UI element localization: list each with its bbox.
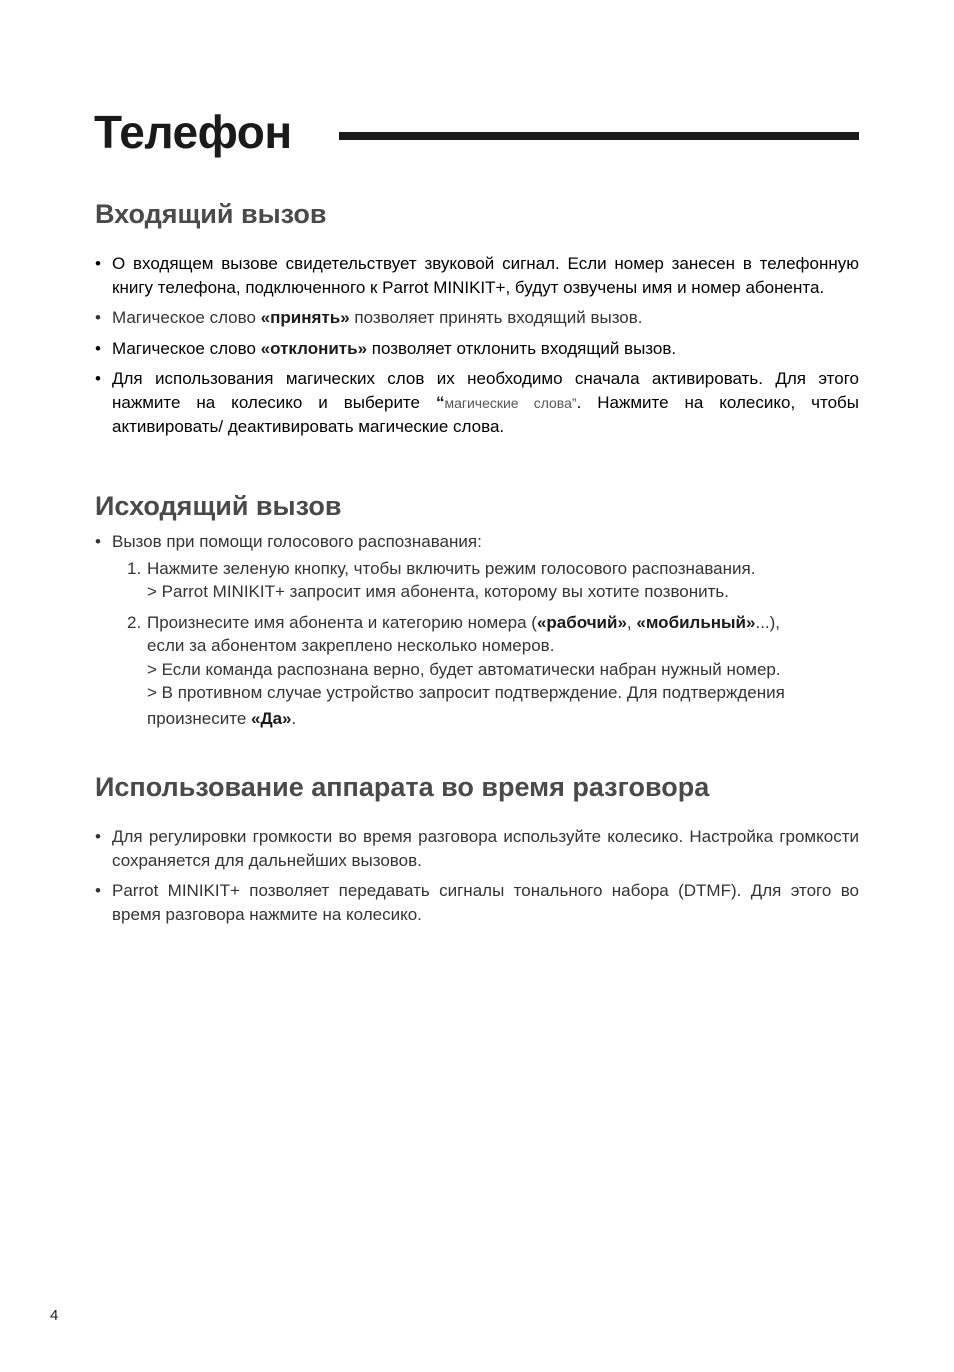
step-1-line-1: Нажмите зеленую кнопку, чтобы включить режим голосового распознавания. bbox=[147, 558, 756, 578]
step-2-line-1 bbox=[147, 611, 859, 635]
incoming-bullet-4 bbox=[95, 367, 859, 439]
step-number: 1. bbox=[127, 558, 142, 578]
heading-outgoing-call: Исходящий вызов bbox=[95, 491, 342, 521]
outgoing-bullet bbox=[95, 530, 859, 554]
incoming-bullet-1-text: О входящем вызове свидетельствует звуковой сигнал. Если номер занесен в телефонную книгу телефона, подключенного к Parrot MINIKIT+, будут озвучены имя и номер абонента. bbox=[112, 254, 859, 297]
heading-during-call: Использование аппарата во время разговора bbox=[95, 772, 710, 802]
step-1-line-2: > Parrot MINIKIT+ запросит имя абонента, которому вы хотите позвонить. bbox=[147, 582, 730, 601]
heading-incoming-call: Входящий вызов bbox=[95, 199, 327, 229]
title-rule bbox=[339, 132, 859, 140]
incoming-bullet-3-post: позволяет отклонить входящий вызов. bbox=[367, 338, 677, 358]
during-bullets bbox=[95, 825, 859, 933]
during-bullet-2 bbox=[95, 879, 859, 926]
step-2-line-5-pre: произнесите bbox=[147, 708, 252, 728]
incoming-bullet-2-post: позволяет принять входящий вызов. bbox=[349, 308, 643, 327]
page-number: 4 bbox=[50, 1307, 59, 1324]
step-2-line-5-post: . bbox=[291, 708, 297, 728]
incoming-bullet-1 bbox=[95, 252, 859, 299]
quote-close: ” bbox=[571, 394, 577, 411]
bullet-glyph: • bbox=[95, 254, 101, 273]
step-2-line-1-pre: Произнесите имя абонента и категорию номера ( bbox=[147, 612, 537, 632]
incoming-bullets bbox=[95, 252, 859, 446]
during-bullet-2-text: Parrot MINIKIT+ позволяет передавать сигналы тонального набора (DTMF). Для этого во время разговора нажмите на колесико. bbox=[112, 881, 859, 924]
menu-item-magic-words: магические слова bbox=[444, 394, 572, 411]
outgoing-bullet-text: Вызов при помощи голосового распознавания: bbox=[112, 532, 482, 551]
outgoing-step-1 bbox=[95, 557, 859, 604]
bullet-glyph: • bbox=[95, 369, 101, 388]
outgoing-block bbox=[95, 530, 859, 730]
during-bullet-1-text: Для регулировки громкости во время разговора используйте колесико. Настройка громкости сохраняется для дальнейших вызовов. bbox=[112, 827, 859, 870]
incoming-bullet-2-pre: Магическое слово bbox=[112, 308, 261, 327]
word-yes: «Да» bbox=[251, 708, 292, 728]
step-2-line-4: > В противном случае устройство запросит подтверждение. Для подтверждения bbox=[147, 683, 785, 702]
category-work: «рабочий» bbox=[536, 612, 627, 632]
category-mobile: «мобильный» bbox=[636, 612, 756, 632]
step-2-line-3: > Если команда распознана верно, будет автоматически набран нужный номер. bbox=[147, 659, 781, 679]
step-number: 2. bbox=[127, 612, 142, 632]
incoming-bullet-4-pre: Для использования магических слов их необходимо сначала активировать. Для этого нажмите на колесико и выберите bbox=[112, 369, 859, 412]
incoming-bullet-3 bbox=[95, 337, 859, 361]
quote-open: “ bbox=[435, 392, 445, 412]
step-2-line-5 bbox=[147, 707, 859, 731]
bullet-glyph: • bbox=[95, 338, 101, 358]
bullet-glyph: • bbox=[95, 308, 101, 327]
incoming-bullet-2 bbox=[95, 306, 859, 330]
step-2-line-1-post: ...), bbox=[755, 612, 781, 632]
step-2-line-2: если за абонентом закреплено несколько номеров. bbox=[147, 636, 555, 655]
bullet-glyph: • bbox=[95, 532, 101, 551]
magic-word-accept: «принять» bbox=[260, 308, 350, 327]
incoming-bullet-3-pre: Магическое слово bbox=[112, 338, 261, 358]
page-title: Телефон bbox=[94, 106, 292, 158]
bullet-glyph: • bbox=[95, 881, 101, 900]
magic-word-reject: «отклонить» bbox=[260, 338, 368, 358]
page-title-row bbox=[94, 104, 859, 164]
separator: , bbox=[626, 612, 637, 632]
bullet-glyph: • bbox=[95, 827, 101, 846]
outgoing-step-2 bbox=[95, 611, 859, 731]
incoming-bullet-4-post: . Нажмите на колесико, чтобы активировать/ деактивировать магические слова. bbox=[112, 392, 859, 436]
during-bullet-1 bbox=[95, 825, 859, 872]
